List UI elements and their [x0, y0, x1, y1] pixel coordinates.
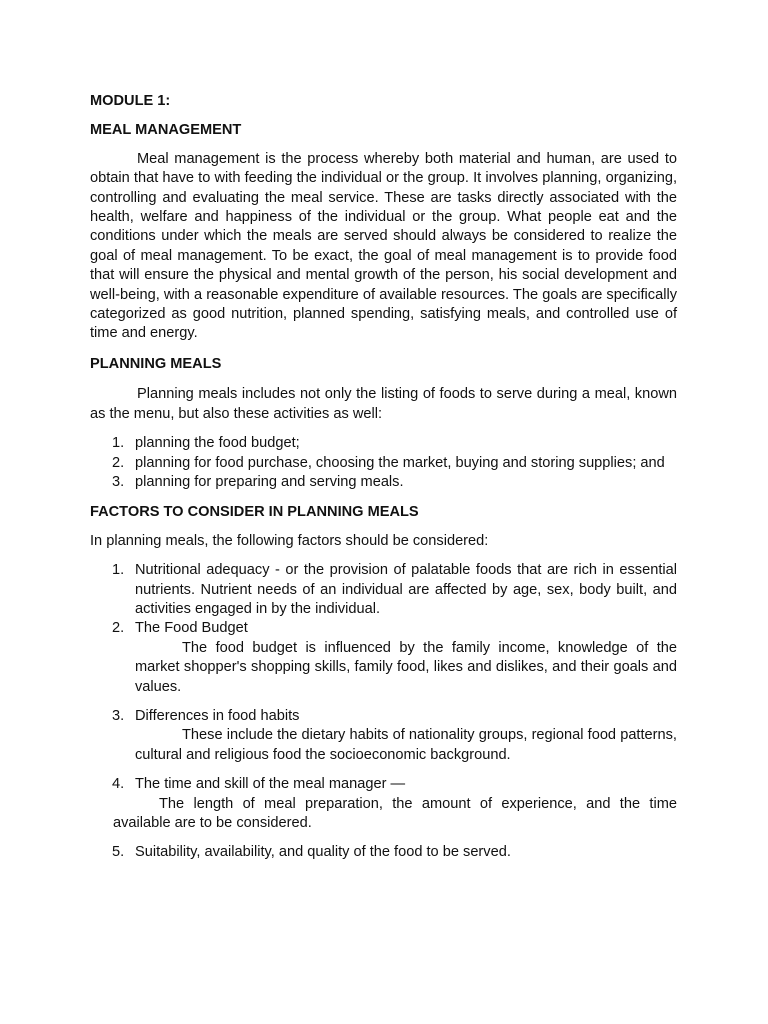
meal-management-paragraph: Meal management is the process whereby both material and human, are used to obtain that have to with feeding the individual or the group. It involves planning, organizing, controlling and evaluating the meal service. These are tasks directly associated with the health, welfare and happiness of the individual or the group. What people eat and the conditions under which the meals are served should always be considered to realize the goal of meal management. To be exact, the goal of meal management is to provide food that will ensure the physical and mental growth of the person, his social development and well-being, with a reasonable expenditure of available resources. The goals are specifically categorized as good nutrition, planned spending, satisfying meals, and controlled use of time and energy. — [90, 150, 677, 342]
list-item-number: 1. — [112, 562, 125, 579]
list-item-text: Differences in food habits — [135, 707, 300, 724]
module-subtitle: MEAL MANAGEMENT — [90, 122, 242, 139]
list-item — [90, 775, 677, 794]
factors-intro: In planning meals, the following factors should be considered: — [90, 532, 489, 549]
food-budget-detail: The food budget is influenced by the family income, knowledge of the market shopper's shopping skills, family food, likes and dislikes, and their goals and values. — [135, 639, 677, 695]
factors-list-continued — [90, 707, 677, 726]
factors-heading: FACTORS TO CONSIDER IN PLANNING MEALS — [90, 504, 419, 521]
list-item — [90, 843, 677, 862]
factors-list-continued — [90, 843, 677, 862]
list-item-number: 3. — [112, 707, 125, 724]
planning-meals-paragraph: Planning meals includes not only the listing of foods to serve during a meal, known as the menu, but also these activities as well: — [90, 386, 677, 422]
list-item — [90, 707, 677, 726]
factors-list-continued — [90, 775, 677, 794]
list-item-text: planning for food purchase, choosing the market, buying and storing supplies; and — [135, 454, 665, 471]
list-item-text: planning for preparing and serving meals. — [135, 473, 404, 490]
list-item — [90, 473, 677, 492]
module-title: MODULE 1: — [90, 93, 171, 109]
list-item — [90, 561, 677, 619]
list-item-number: 3. — [112, 473, 125, 490]
list-item-number: 5. — [112, 844, 125, 861]
list-item-number: 2. — [112, 454, 125, 471]
list-item-text: Suitability, availability, and quality of the food to be served. — [135, 844, 511, 861]
list-item-text: The Food Budget — [135, 620, 248, 637]
list-item — [90, 619, 677, 638]
meal-manager-detail: The length of meal preparation, the amount of experience, and the time available are to be considered. — [113, 795, 677, 831]
list-item — [90, 454, 677, 473]
list-item-number: 1. — [112, 435, 125, 452]
planning-meals-heading: PLANNING MEALS — [90, 355, 222, 372]
food-habits-detail: These include the dietary habits of nationality groups, regional food patterns, cultural and religious food the socioeconomic background. — [135, 727, 677, 763]
document-page — [90, 92, 677, 863]
factors-list — [90, 561, 677, 639]
list-item-text: Nutritional adequacy - or the provision of palatable foods that are rich in essential nutrients. Nutrient needs of an individual are affected by age, sex, body built, and activities engaged in by the individual. — [135, 562, 677, 617]
planning-activities-list — [90, 434, 677, 492]
list-item-text: planning the food budget; — [135, 435, 300, 452]
list-item-text: The time and skill of the meal manager — — [135, 776, 406, 793]
list-item-number: 4. — [112, 776, 125, 793]
list-item-number: 2. — [112, 620, 125, 637]
list-item — [90, 434, 677, 453]
